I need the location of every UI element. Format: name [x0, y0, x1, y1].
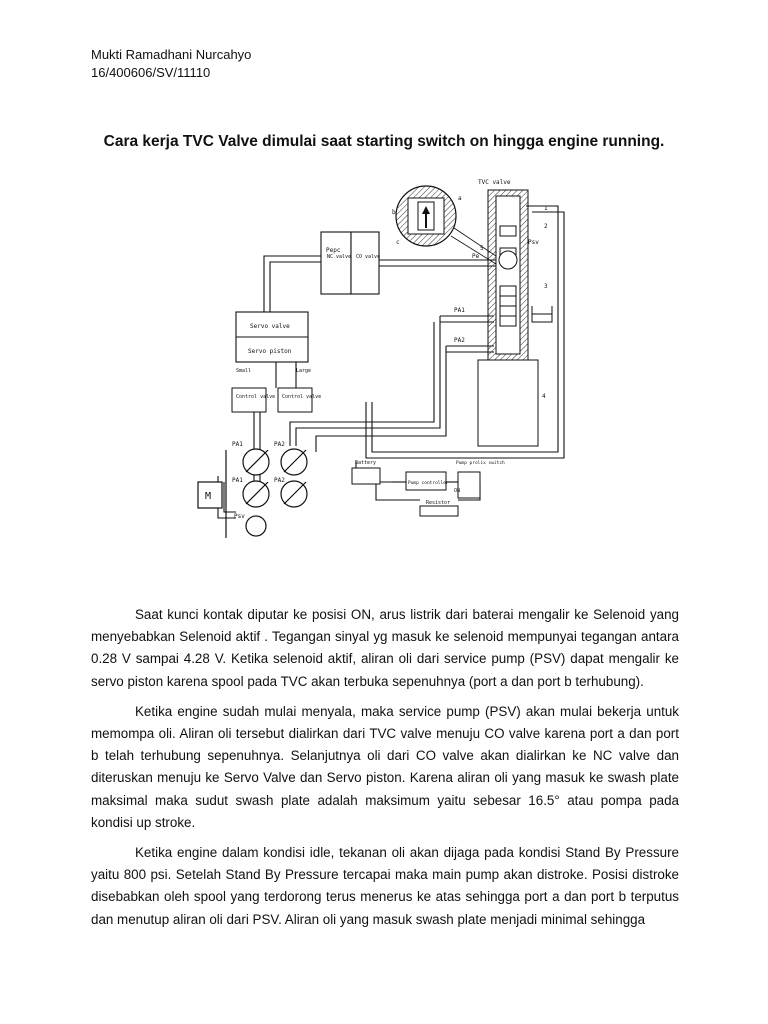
control-valve-1: [232, 388, 266, 412]
label-n1: 1: [544, 205, 548, 212]
paragraph: Ketika engine dalam kondisi idle, tekanan oli akan dijaga pada kondisi Stand By Pressure yaitu 800 psi. Setelah Stand By Pressure tercapai maka main pump akan distroke. Posisi distroke disebabkan oleh spool yang terdorong terus menerus ke atas sehingga port a dan port b terputus dan menutup aliran oli dari PSV. Aliran oli yang masuk swash plate menjadi minimal sehingga: [91, 845, 679, 927]
label-control-valve-2: Control valve: [282, 394, 322, 400]
label-pa2-left: PA2: [274, 441, 285, 448]
label-c: c: [396, 239, 400, 246]
student-id: 16/400606/SV/11110: [91, 65, 211, 80]
label-n5: 5: [480, 245, 484, 252]
resistor-box: [420, 506, 458, 516]
label-psv: Psv: [528, 239, 539, 246]
label-pa2-right: PA2: [454, 337, 465, 344]
label-pump-prolix-switch: Pump prolix switch: [456, 461, 505, 466]
author-name: Mukti Ramadhani Nurcahyo: [91, 47, 252, 62]
label-b: b: [392, 209, 396, 216]
tvc-hydraulic-diagram: [196, 166, 582, 550]
label-tvc-valve: TVC valve: [478, 179, 511, 186]
label-n4: 4: [542, 393, 546, 400]
author-block: [91, 46, 251, 82]
document-title: Cara kerja TVC Valve dimulai saat starting switch on hingga engine running.: [103, 133, 665, 150]
paragraph: Saat kunci kontak diputar ke posisi ON, arus listrik dari baterai mengalir ke Selenoid yang menyebabkan Selenoid aktif . Tegangan sinyal yg masuk ke selenoid mempunyai tegangan antara 0.28 V sampai 4.28 V. Ketika selenoid aktif, aliran oli dari service pump (PSV) dapat mengalir ke servo piston karena spool pada TVC akan terbuka sepenuhnya (port a dan port b terhubung).: [91, 607, 679, 689]
body-text: [91, 604, 679, 939]
pump-group: [226, 449, 307, 538]
label-motor: M: [205, 491, 212, 502]
label-nc-valve: NC valve: [327, 254, 352, 260]
label-co-valve: CO valve: [356, 254, 381, 260]
label-resistor: Resistor: [426, 500, 451, 506]
label-battery: Battery: [355, 460, 377, 466]
label-pa2-bottom: PA2: [274, 477, 285, 484]
label-n3: 3: [544, 283, 548, 290]
label-pa1-left: PA1: [232, 441, 243, 448]
label-servo-valve: Servo valve: [250, 323, 290, 330]
nc-valve: [321, 232, 351, 294]
label-n2: 2: [544, 223, 548, 230]
label-small: Small: [236, 368, 252, 374]
battery-box: [352, 468, 380, 484]
label-pump-controller: Pump controller: [408, 481, 449, 486]
paragraph: Ketika engine sudah mulai menyala, maka service pump (PSV) akan mulai bekerja untuk memompa oli. Aliran oli tersebut dialirkan dari TVC valve menuju CO valve karena port a dan port b telah terhubung sepenuhnya. Selanjutnya oli dari CO valve akan dialirkan ke NC valve dan diteruskan menuju ke Servo Valve dan Servo piston. Karena aliran oli yang masuk ke swash plate maksimal maka sudut swash plate adalah maksimum yaitu sebesar 16.5° atau pompa pada kondisi up stroke.: [91, 703, 679, 830]
label-on: ON: [454, 488, 461, 494]
control-valve-2: [278, 388, 312, 412]
label-servo-piston: Servo piston: [248, 348, 292, 355]
spool-detail-inset: [396, 186, 496, 264]
label-a: a: [458, 195, 462, 202]
label-control-valve-1: Control valve: [236, 394, 276, 400]
pump-switch-box: [458, 472, 480, 498]
label-pe: Pe: [472, 253, 480, 260]
label-pepc: Pepc: [326, 247, 341, 254]
tvc-valve-body: [478, 190, 552, 446]
co-valve: [351, 232, 379, 294]
label-large: Large: [296, 368, 312, 374]
label-pa1-bottom: PA1: [232, 477, 243, 484]
label-pa1-right: PA1: [454, 307, 465, 314]
label-psv-pump: Psv: [234, 513, 245, 520]
